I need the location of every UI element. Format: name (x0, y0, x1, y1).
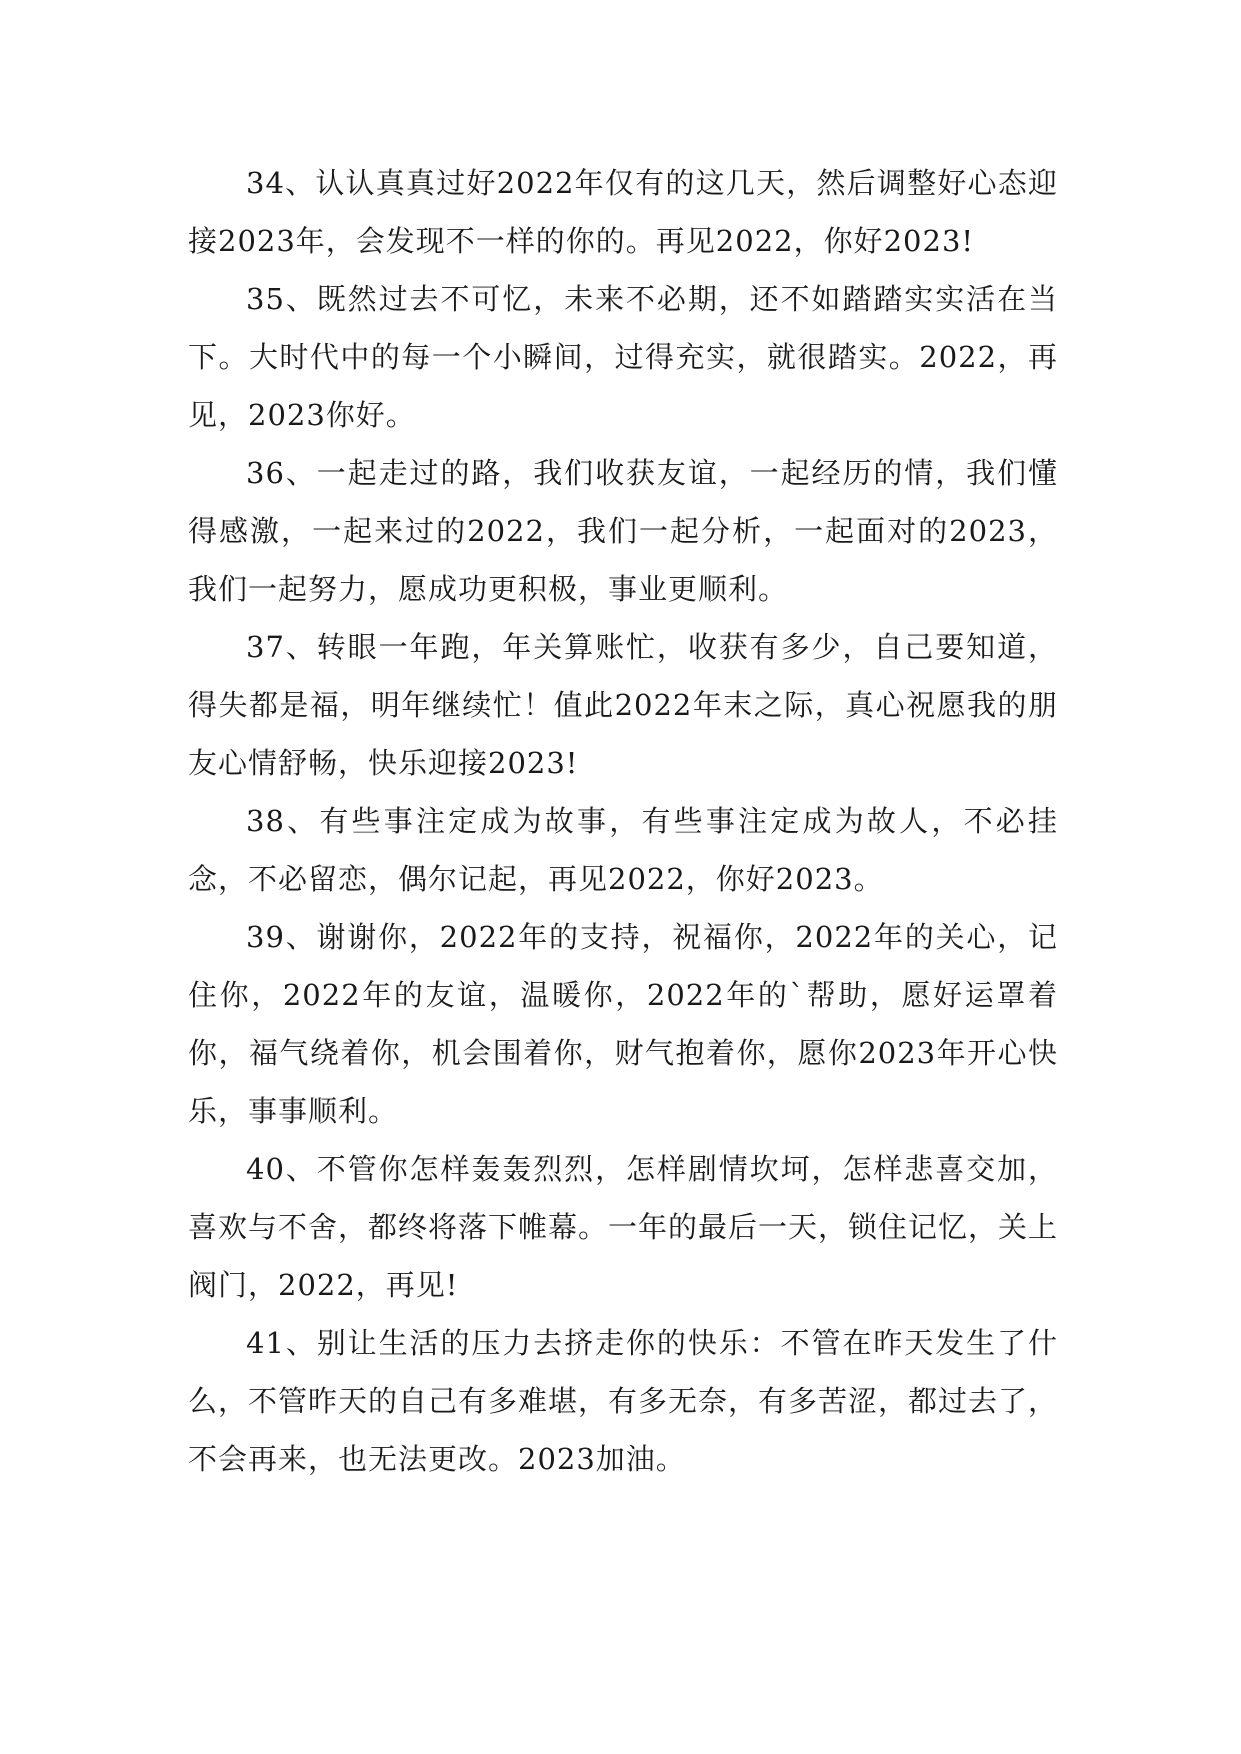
paragraph-36: 36、一起走过的路，我们收获友谊，一起经历的情，我们懂得感激，一起来过的2022，我们一起分析，一起面对的2023，我们一起努力，愿成功更积极，事业更顺利。 (188, 456, 1058, 606)
paragraph-40: 40、不管你怎样轰轰烈烈，怎样剧情坎坷，怎样悲喜交加，喜欢与不舍，都终将落下帷幕。一年的最后一天，锁住记忆，关上阀门，2022，再见! (188, 1152, 1059, 1302)
paragraph-37: 37、转眼一年跑，年关算账忙，收获有多少，自己要知道，得失都是福，明年继续忙！值此2022年末之际，真心祝愿我的朋友心情舒畅，快乐迎接2023! (188, 630, 1058, 780)
paragraph-39: 39、谢谢你，2022年的支持，祝福你，2022年的关心，记住你，2022年的友谊，温暖你，2022年的`帮助，愿好运罩着你，福气绕着你，机会围着你，财气抱着你，愿你2023年开心快乐，事事顺利。 (188, 920, 1058, 1128)
paragraph-41: 41、别让生活的压力去挤走你的快乐：不管在昨天发生了什么，不管昨天的自己有多难堪，有多无奈，有多苦涩，都过去了，不会再来，也无法更改。2023加油。 (188, 1326, 1059, 1476)
paragraph-38: 38、有些事注定成为故事，有些事注定成为故人，不必挂念，不必留恋，偶尔记起，再见2022，你好2023。 (188, 804, 1058, 896)
paragraph-34: 34、认认真真过好2022年仅有的这几天，然后调整好心态迎接2023年，会发现不一样的你的。再见2022，你好2023! (188, 166, 1058, 258)
paragraph-35: 35、既然过去不可忆，未来不必期，还不如踏踏实实活在当下。大时代中的每一个小瞬间，过得充实，就很踏实。2022，再见，2023你好。 (188, 282, 1058, 432)
document-body (188, 154, 1058, 1488)
